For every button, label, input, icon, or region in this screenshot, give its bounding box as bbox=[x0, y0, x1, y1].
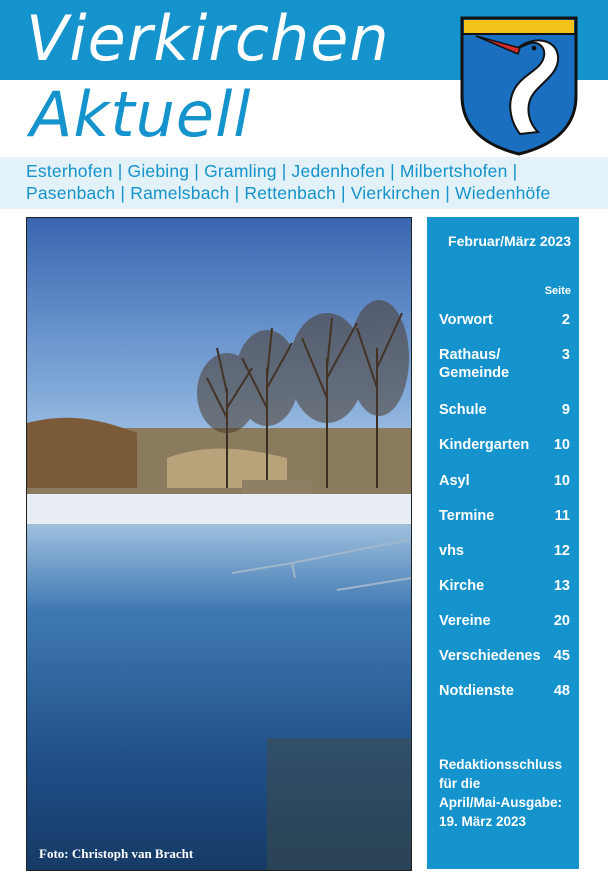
page-column-header: Seite bbox=[544, 285, 571, 297]
toc-item-label: vhs bbox=[439, 543, 464, 559]
toc-item-vereine[interactable] bbox=[439, 612, 570, 630]
toc-item-rathaus[interactable] bbox=[439, 346, 570, 382]
toc-item-page: 11 bbox=[554, 508, 570, 524]
cover-photo bbox=[26, 217, 412, 871]
issue-date: Februar/März 2023 bbox=[448, 233, 571, 249]
toc-item-page: 48 bbox=[553, 683, 570, 699]
toc-item-page: 3 bbox=[561, 347, 570, 363]
toc-item-page: 10 bbox=[553, 437, 570, 453]
toc-item-vhs[interactable] bbox=[439, 542, 570, 560]
toc-item-page: 20 bbox=[553, 613, 570, 629]
toc-item-kirche[interactable] bbox=[439, 577, 570, 595]
toc-item-page: 13 bbox=[553, 578, 570, 594]
toc-item-label: Asyl bbox=[439, 473, 470, 489]
toc-item-label: Kindergarten bbox=[439, 437, 530, 453]
photo-credit: Foto: Christoph van Bracht bbox=[39, 846, 194, 861]
toc-item-page: 10 bbox=[553, 473, 570, 489]
toc-item-termine[interactable] bbox=[439, 507, 570, 525]
toc-item-label: Vereine bbox=[439, 613, 491, 629]
toc-item-page: 45 bbox=[553, 648, 570, 664]
toc-item-page: 9 bbox=[561, 402, 570, 418]
village-list-line1: Esterhofen | Giebing | Gramling | Jedenhofen | Milbertshofen | bbox=[26, 161, 518, 181]
toc-item-label: Rathaus/ Gemeinde bbox=[439, 347, 510, 381]
table-of-contents bbox=[427, 217, 579, 869]
toc-item-notdienste[interactable] bbox=[439, 682, 570, 700]
toc-item-label: Notdienste bbox=[439, 683, 514, 699]
editorial-deadline: Redaktionsschluss für die April/Mai-Ausgabe: 19. März 2023 bbox=[439, 757, 563, 829]
toc-item-label: Schule bbox=[439, 402, 487, 418]
toc-item-vorwort[interactable] bbox=[439, 311, 570, 329]
toc-item-label: Kirche bbox=[439, 578, 485, 594]
toc-item-asyl[interactable] bbox=[439, 472, 570, 490]
toc-item-label: Vorwort bbox=[439, 312, 493, 328]
toc-item-label: Termine bbox=[439, 508, 495, 524]
toc-item-kindergarten[interactable] bbox=[439, 436, 570, 454]
stork-crest-icon bbox=[456, 14, 582, 156]
masthead-title-line2: Aktuell bbox=[30, 78, 252, 151]
village-band bbox=[0, 157, 608, 209]
toc-item-label: Verschiedenes bbox=[439, 648, 541, 664]
toc-item-page: 12 bbox=[553, 543, 570, 559]
masthead-title-line1: Vierkirchen bbox=[26, 2, 390, 75]
toc-item-schule[interactable] bbox=[439, 401, 570, 419]
frozen-lake-image bbox=[27, 218, 411, 870]
toc-item-page: 2 bbox=[561, 312, 570, 328]
toc-item-verschiedenes[interactable] bbox=[439, 647, 570, 665]
village-list-line2: Pasenbach | Ramelsbach | Rettenbach | Vierkirchen | Wiedenhöfe bbox=[26, 183, 551, 203]
